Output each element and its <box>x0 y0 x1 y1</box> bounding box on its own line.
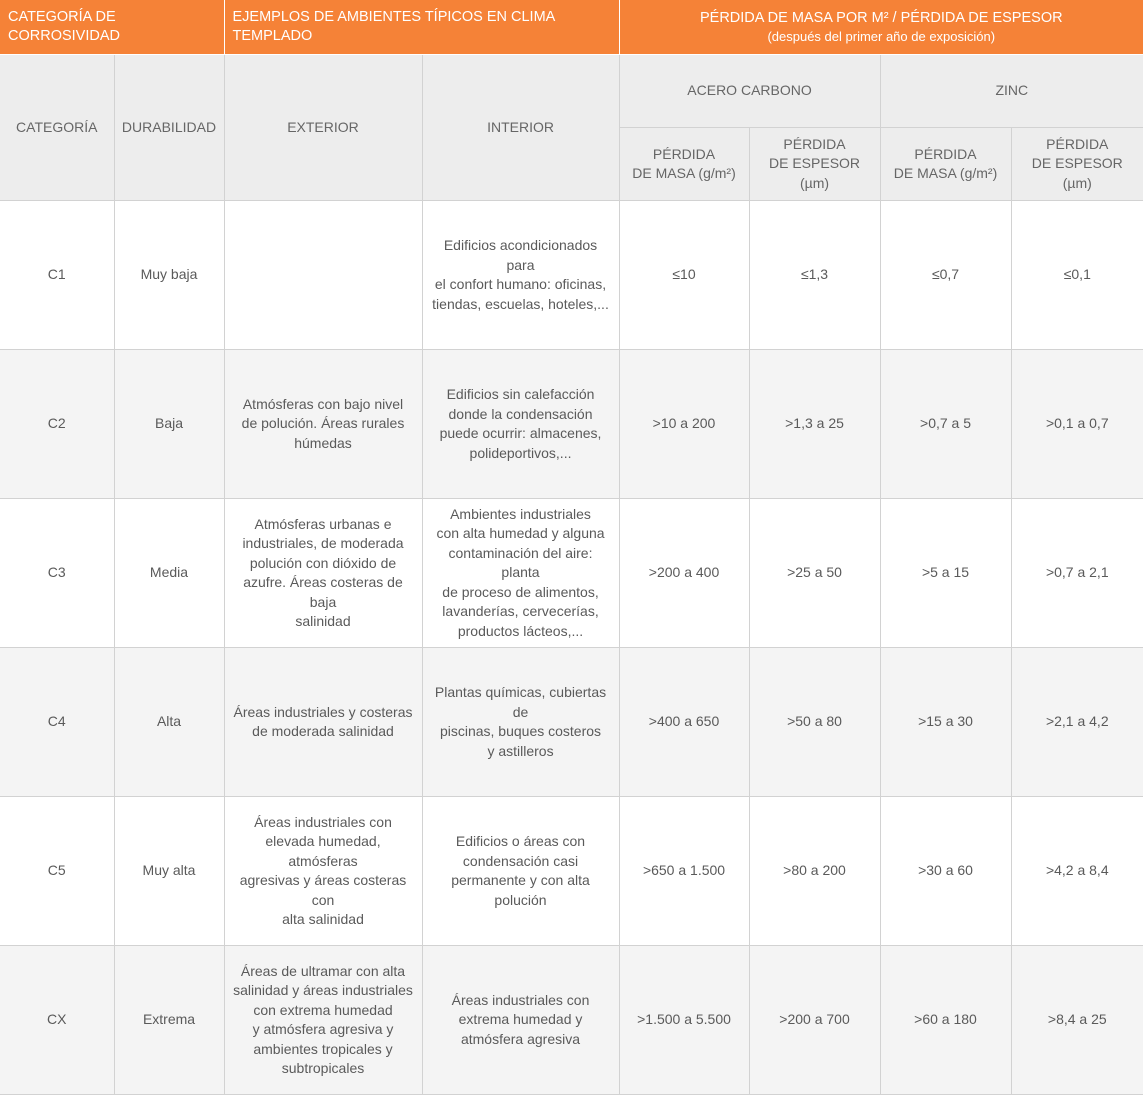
table-row <box>0 201 1143 350</box>
cell-categoria: C5 <box>0 797 114 946</box>
header-zinc-espesor-line2: DE ESPESOR (µm) <box>1031 155 1123 191</box>
cell-interior <box>422 499 619 648</box>
cell-exterior-line: salinidad y áreas industriales <box>233 982 413 998</box>
cell-zinc-perdida-espesor: >4,2 a 8,4 <box>1011 797 1143 946</box>
header-acero-masa-line1: PÉRDIDA <box>652 145 716 162</box>
header-acero-carbono: ACERO CARBONO <box>619 55 880 128</box>
header-zinc-masa-line1: PÉRDIDA <box>914 145 977 162</box>
table-body <box>0 201 1143 1095</box>
cell-zinc-perdida-espesor: >8,4 a 25 <box>1011 946 1143 1095</box>
cell-zinc-perdida-espesor: >2,1 a 4,2 <box>1011 648 1143 797</box>
header-zinc-masa-line2: DE MASA (g/m²) <box>893 165 998 181</box>
cell-interior-line: polución <box>494 891 547 908</box>
cell-exterior-line: Áreas industriales con <box>254 813 392 830</box>
cell-interior <box>422 350 619 499</box>
cell-zinc-perdida-espesor: >0,1 a 0,7 <box>1011 350 1143 499</box>
cell-acero-perdida-masa: >400 a 650 <box>619 648 749 797</box>
cell-exterior-line: con extrema humedad <box>253 1001 393 1018</box>
cell-exterior <box>224 946 422 1095</box>
cell-acero-perdida-espesor: ≤1,3 <box>749 201 880 350</box>
cell-zinc-perdida-masa: ≤0,7 <box>880 201 1011 350</box>
cell-exterior-line: Atmósferas con bajo nivel <box>242 395 404 412</box>
header-acero-perdida-espesor <box>749 128 880 201</box>
cell-interior-line: piscinas, buques costeros <box>439 723 602 739</box>
cell-interior-line: Plantas químicas, cubiertas de <box>434 684 607 720</box>
cell-interior-line: Ambientes industriales <box>450 505 591 522</box>
gray-header-row-1 <box>0 55 1143 128</box>
header-acero-espesor-line2: DE ESPESOR (µm) <box>769 155 861 191</box>
cell-exterior-line: Áreas de ultramar con alta <box>240 962 406 979</box>
cell-acero-perdida-masa: ≤10 <box>619 201 749 350</box>
cell-interior-line: puede ocurrir: almacenes, <box>439 425 602 441</box>
header-zinc: ZINC <box>880 55 1143 128</box>
cell-exterior-line: húmedas <box>294 434 352 451</box>
cell-interior-line: y astilleros <box>487 742 554 759</box>
header-categoria: CATEGORÍA <box>0 55 114 201</box>
header-perdida-subtitle: (después del primer año de exposición) <box>767 29 996 45</box>
header-acero-perdida-masa <box>619 128 749 201</box>
header-zinc-espesor-line1: PÉRDIDA <box>1046 135 1109 152</box>
cell-exterior <box>224 648 422 797</box>
cell-exterior-line: agresivas y áreas costeras con <box>239 872 407 908</box>
cell-interior-line: extrema humedad y <box>458 1011 583 1028</box>
cell-acero-perdida-masa: >1.500 a 5.500 <box>619 946 749 1095</box>
cell-interior-line: Edificios acondicionados para <box>443 237 598 273</box>
cell-interior <box>422 797 619 946</box>
header-acero-masa-line2: DE MASA (g/m²) <box>632 165 736 181</box>
cell-exterior-line: Atmósferas urbanas e <box>254 515 392 532</box>
cell-categoria: C2 <box>0 350 114 499</box>
cell-acero-perdida-espesor: >80 a 200 <box>749 797 880 946</box>
table-row <box>0 946 1143 1095</box>
cell-categoria: C1 <box>0 201 114 350</box>
header-exterior: EXTERIOR <box>224 55 422 201</box>
cell-exterior-line: subtropicales <box>281 1060 365 1076</box>
cell-acero-perdida-masa: >10 a 200 <box>619 350 749 499</box>
cell-zinc-perdida-masa: >0,7 a 5 <box>880 350 1011 499</box>
cell-durabilidad: Extrema <box>114 946 224 1095</box>
header-acero-espesor-line1: PÉRDIDA <box>783 135 846 152</box>
cell-exterior-line: y atmósfera agresiva y <box>252 1021 394 1037</box>
header-perdida-title: PÉRDIDA DE MASA POR M² / PÉRDIDA DE ESPESOR <box>699 9 1063 26</box>
cell-interior-line: tiendas, escuelas, hoteles,... <box>432 295 609 312</box>
cell-zinc-perdida-masa: >30 a 60 <box>880 797 1011 946</box>
cell-exterior-line: industriales, de moderada <box>242 535 404 551</box>
cell-zinc-perdida-masa: >60 a 180 <box>880 946 1011 1095</box>
cell-zinc-perdida-masa: >15 a 30 <box>880 648 1011 797</box>
cell-interior-line: lavanderías, cervecerías, <box>442 603 599 620</box>
orange-header-row <box>0 0 1143 55</box>
header-zinc-perdida-espesor <box>1011 128 1143 201</box>
cell-interior <box>422 946 619 1095</box>
table-row <box>0 350 1143 499</box>
cell-acero-perdida-espesor: >50 a 80 <box>749 648 880 797</box>
cell-interior-line: atmósfera agresiva <box>460 1030 581 1047</box>
cell-zinc-perdida-espesor: >0,7 a 2,1 <box>1011 499 1143 648</box>
table-row <box>0 797 1143 946</box>
cell-interior-line: el confort humano: oficinas, <box>434 276 607 292</box>
cell-durabilidad: Alta <box>114 648 224 797</box>
cell-exterior-line: polución con dióxido de <box>249 554 397 571</box>
cell-durabilidad: Muy alta <box>114 797 224 946</box>
cell-interior-line: condensación casi <box>462 852 579 869</box>
cell-exterior-line: Áreas industriales y costeras <box>233 703 413 720</box>
cell-interior-line: Áreas industriales con <box>451 991 590 1008</box>
header-perdida <box>619 0 1143 55</box>
cell-acero-perdida-espesor: >1,3 a 25 <box>749 350 880 499</box>
cell-exterior-line: elevada humedad, atmósferas <box>265 833 381 869</box>
cell-interior-line: polideportivos,... <box>469 444 572 461</box>
header-interior: INTERIOR <box>422 55 619 201</box>
cell-exterior-line: alta salinidad <box>282 911 364 927</box>
cell-acero-perdida-espesor: >25 a 50 <box>749 499 880 648</box>
table-row <box>0 648 1143 797</box>
cell-acero-perdida-espesor: >200 a 700 <box>749 946 880 1095</box>
cell-interior-line: permanente y con alta <box>451 872 590 888</box>
header-zinc-perdida-masa <box>880 128 1011 201</box>
cell-exterior-line: de moderada salinidad <box>252 723 394 739</box>
cell-exterior <box>224 350 422 499</box>
cell-exterior <box>224 797 422 946</box>
cell-acero-perdida-masa: >200 a 400 <box>619 499 749 648</box>
header-categoria-corrosividad: CATEGORÍA DE CORROSIVIDAD <box>0 0 224 55</box>
cell-acero-perdida-masa: >650 a 1.500 <box>619 797 749 946</box>
cell-zinc-perdida-espesor: ≤0,1 <box>1011 201 1143 350</box>
cell-exterior <box>224 499 422 648</box>
cell-interior-line: de proceso de alimentos, <box>442 583 599 600</box>
cell-categoria: CX <box>0 946 114 1095</box>
cell-exterior-line: salinidad <box>295 613 351 629</box>
cell-interior-line: productos lácteos,... <box>457 622 584 639</box>
cell-exterior-line: azufre. Áreas costeras de baja <box>243 574 403 610</box>
cell-durabilidad: Baja <box>114 350 224 499</box>
cell-interior-line: Edificios sin calefacción <box>446 386 595 402</box>
cell-durabilidad: Media <box>114 499 224 648</box>
table-row <box>0 499 1143 648</box>
cell-durabilidad: Muy baja <box>114 201 224 350</box>
cell-categoria: C4 <box>0 648 114 797</box>
cell-interior-line: Edificios o áreas con <box>455 833 586 849</box>
header-ejemplos-ambientes: EJEMPLOS DE AMBIENTES TÍPICOS EN CLIMA TEMPLADO <box>224 0 619 55</box>
cell-exterior <box>224 201 422 350</box>
header-durabilidad: DURABILIDAD <box>114 55 224 201</box>
cell-exterior-line: de polución. Áreas rurales <box>241 415 405 432</box>
cell-interior-line: con alta humedad y alguna <box>436 525 605 542</box>
cell-interior <box>422 201 619 350</box>
cell-interior <box>422 648 619 797</box>
cell-zinc-perdida-masa: >5 a 15 <box>880 499 1011 648</box>
cell-categoria: C3 <box>0 499 114 648</box>
cell-exterior-line: ambientes tropicales y <box>253 1040 393 1057</box>
cell-interior-line: donde la condensación <box>448 405 593 422</box>
cell-interior-line: contaminación del aire: planta <box>448 544 593 581</box>
